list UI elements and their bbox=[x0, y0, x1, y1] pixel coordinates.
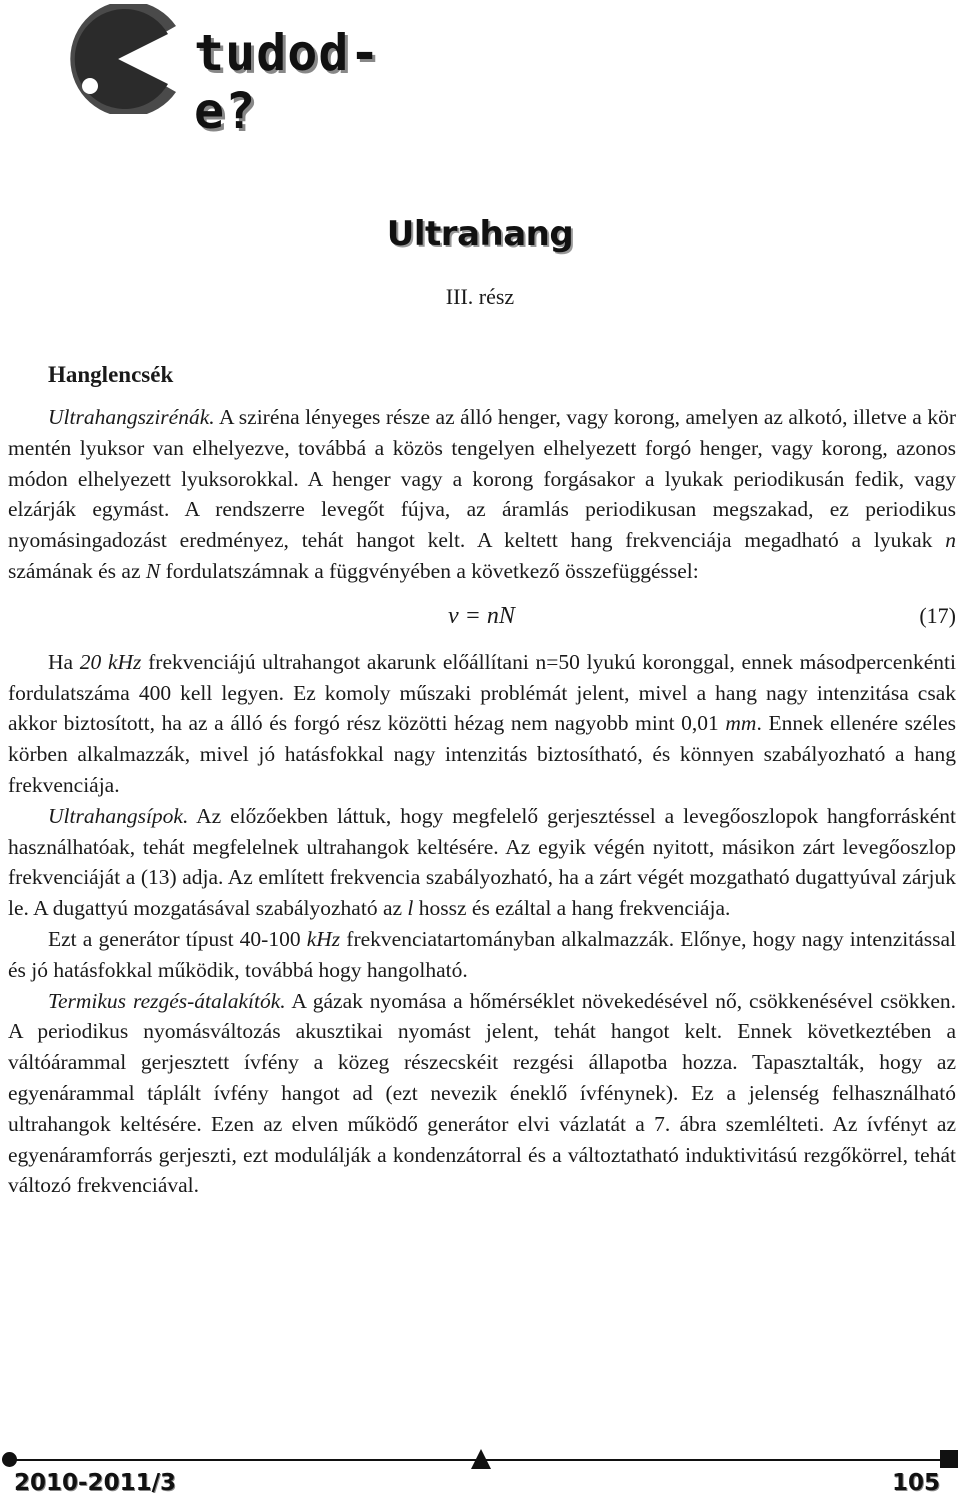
variable-N: N bbox=[145, 558, 161, 583]
pacman-logo-icon bbox=[48, 4, 188, 114]
equation-number: (17) bbox=[919, 602, 956, 628]
frequency-value: 20 kHz bbox=[79, 649, 142, 674]
paragraph-ultrahangszirenak bbox=[8, 402, 956, 587]
article-subtitle: III. rész bbox=[445, 284, 515, 309]
page-number: 105 bbox=[891, 1470, 940, 1496]
footer-square-icon bbox=[940, 1450, 958, 1468]
paragraph-text: Ha bbox=[48, 649, 80, 674]
equation: ν = nN bbox=[448, 602, 515, 629]
unit-mm: mm bbox=[725, 711, 757, 736]
paragraph-frequency-example bbox=[8, 647, 956, 801]
paragraph-text: Ezt a generátor típust 40-100 bbox=[48, 926, 307, 951]
paragraph-generator-type bbox=[8, 924, 956, 986]
term-termikus: Termikus rezgés-átalakítók. bbox=[48, 988, 286, 1013]
issue-number: 2010-2011/3 bbox=[14, 1470, 176, 1496]
equation-row bbox=[8, 587, 956, 647]
paragraph-text: A gázak nyomása a hőmérséklet növekedésével nő, csökkenésével csökken. A periodikus nyomásváltozás akusztikai nyomást jelent, tehát hangot kelt. Ennek következtében a váltóárammal gerjesztett ívfény a közeg részecskéit rezgési állapotba hozza. Tapasztalták, hogy az egyenárammal táplált ívfény hangot ad (ezt nevezik éneklő ívfénynek). Ez a jelenség felhasználható ultrahangok keltésére. Ezen az elven működő generátor elvi vázlatát a 7. ábra szemlélteti. Az ívfényt az egyenáramforrás gerjeszti, ezt modulálják a kondenzátorral és a változtatható induktivitású rezgőkörrel, tehát változó frekvenciával. bbox=[8, 988, 956, 1198]
paragraph-text: frekvenciatartományban alkalmazzák. Előnye, hogy nagy intenzitással és jó hatásfokkal működik, továbbá hogy hangolható. bbox=[8, 926, 957, 982]
logo-text: tudod-e? bbox=[194, 24, 381, 140]
paragraph-text: fordulatszámnak a függvényében a következő összefüggéssel: bbox=[160, 558, 699, 583]
paragraph-text: frekvenciájú ultrahangot akarunk előállítani n=50 lyukú koronggal, ennek másodpercenkénti fordulatszáma 400 kell legyen. Ez komoly műszaki problémát jelent, mivel a hang nagy intenzitása csak akkor biztosított, ha az a álló és forgó rész közötti hézag nem nagyobb mint 0,01 bbox=[8, 649, 957, 736]
unit-khz: kHz bbox=[306, 926, 341, 951]
magazine-logo bbox=[48, 4, 408, 140]
paragraph-text: . Ennek ellenére széles körben alkalmazzák, mivel jó hatásfokkal nagy intenzitás biztosítható, és könnyen szabályozható a hang frekvenciája. bbox=[8, 711, 956, 797]
article-body bbox=[8, 402, 956, 1201]
footer-circle-icon bbox=[2, 1452, 17, 1467]
variable-l: l bbox=[407, 896, 414, 921]
paragraph-text: számának és az bbox=[8, 558, 146, 583]
paragraph-text: Az előzőekben láttuk, hogy megfelelő gerjesztéssel a levegőoszlopok hangforrásként használhatóak, tehát megfelelnek ultrahangok keltésére. Az egyik végén nyitott, másikon zárt levegőoszlop frekvenciáját a (13) adja. Az említett frekvencia szabályozható, ha a zárt végét mozgatható dugattyúval zárjuk le. A dugattyú mozgatásával szabályozható az bbox=[8, 803, 956, 921]
paragraph-text: hossz és ezáltal a hang frekvenciája. bbox=[413, 896, 731, 921]
paragraph-termikus bbox=[8, 986, 956, 1202]
term-ultrahangsipok: Ultrahangsípok. bbox=[48, 803, 189, 828]
variable-n: n bbox=[945, 528, 956, 553]
term-ultrahangszirenak: Ultrahangszirénák. bbox=[48, 405, 215, 429]
article-title: Ultrahang bbox=[386, 214, 574, 254]
footer-triangle-icon bbox=[471, 1449, 491, 1469]
paragraph-text: A sziréna lényeges része az álló henger, vagy korong, amelyen az alkotó, illetve a kör mentén lyuksor van elhelyezve, továbbá a közös tengelyen elhelyezett forgó henger, vagy korong, azonos módon elhelyezett lyuksorokkal. A henger vagy a korong forgásakor a lyukak periodikusán fedik, vagy elzárják egymást. A rendszerre levegőt fújva, az áramlás periodikusan megszakad, ez periodikus nyomásingadozást eredményez, tehát hangot kelt. A keltett hang frekvenciája megadható a lyukak bbox=[8, 405, 956, 553]
section-heading: Hanglencsék bbox=[48, 362, 174, 387]
paragraph-ultrahangsipok bbox=[8, 801, 956, 924]
